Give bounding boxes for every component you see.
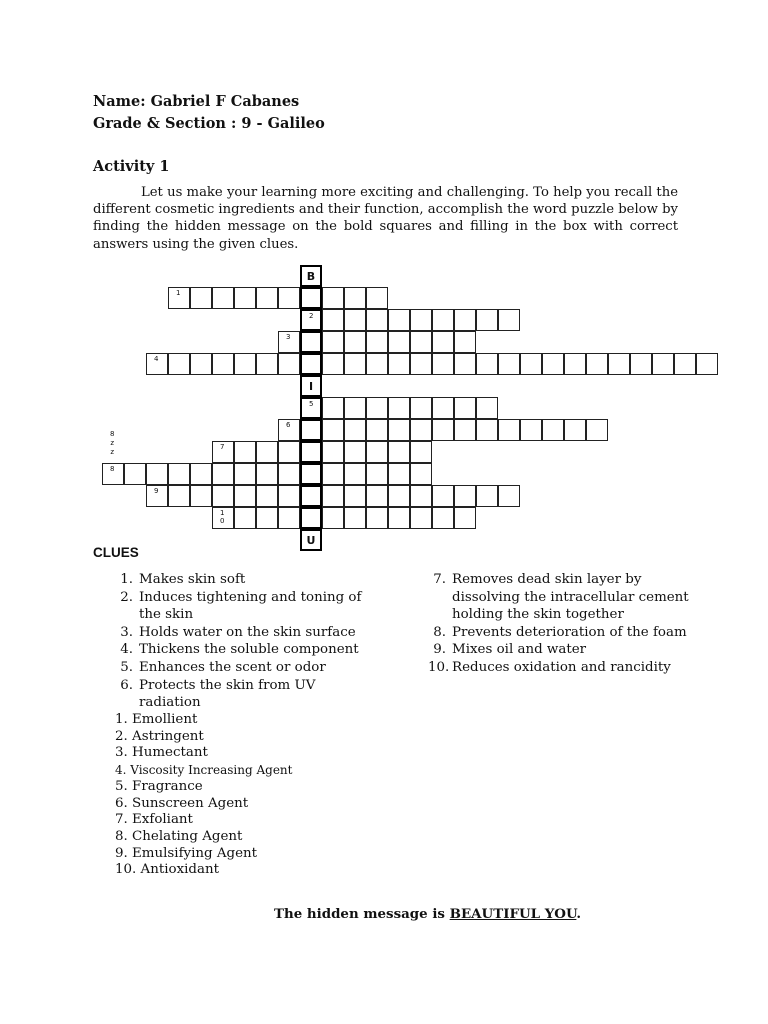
stray-mark: 8 z z: [110, 430, 115, 456]
puzzle-cell[interactable]: [344, 485, 366, 507]
puzzle-cell[interactable]: [432, 507, 454, 529]
puzzle-cell[interactable]: [344, 397, 366, 419]
puzzle-cell[interactable]: [278, 463, 300, 485]
activity-title: Activity 1: [93, 158, 170, 175]
puzzle-cell[interactable]: [190, 485, 212, 507]
puzzle-cell[interactable]: [388, 485, 410, 507]
puzzle-cell[interactable]: [102, 463, 124, 485]
puzzle-cell[interactable]: [476, 353, 498, 375]
puzzle-cell[interactable]: [212, 463, 234, 485]
key-cell[interactable]: [300, 331, 322, 353]
puzzle-cell[interactable]: [256, 441, 278, 463]
puzzle-cell[interactable]: [344, 287, 366, 309]
answer-item: 10. Antioxidant: [115, 862, 219, 878]
puzzle-cell[interactable]: [168, 353, 190, 375]
puzzle-cell[interactable]: [278, 353, 300, 375]
clue-number: 1: [176, 289, 181, 297]
puzzle-cell[interactable]: [432, 331, 454, 353]
clues-heading: CLUES: [93, 545, 139, 560]
instructions-paragraph: Let us make your learning more exciting and challenging. To help you recall the different cosmetic ingredients and their function, accomplish the word puzzle below by finding the hidden message on the bold squares and filling in the box with correct answers using the given clues.: [93, 185, 678, 252]
puzzle-cell[interactable]: [366, 287, 388, 309]
puzzle-cell[interactable]: [564, 419, 586, 441]
puzzle-cell[interactable]: [234, 287, 256, 309]
clue-item: 8. Prevents deterioration of the foam: [433, 624, 687, 640]
clue-number: 5: [309, 400, 314, 408]
puzzle-cell[interactable]: [388, 309, 410, 331]
puzzle-cell[interactable]: [322, 287, 344, 309]
puzzle-cell[interactable]: [344, 419, 366, 441]
puzzle-cell[interactable]: [190, 287, 212, 309]
hidden-message-answer: BEAUTIFUL YOU: [449, 906, 577, 922]
puzzle-cell[interactable]: [146, 463, 168, 485]
puzzle-cell[interactable]: [432, 353, 454, 375]
puzzle-cell[interactable]: [410, 441, 432, 463]
puzzle-cell[interactable]: [234, 463, 256, 485]
puzzle-cell[interactable]: [520, 353, 542, 375]
puzzle-cell[interactable]: [190, 353, 212, 375]
clue-item: 4. Thickens the soluble component: [120, 642, 359, 658]
puzzle-cell[interactable]: [498, 419, 520, 441]
puzzle-cell[interactable]: [168, 287, 190, 309]
puzzle-cell[interactable]: [410, 397, 432, 419]
puzzle-cell[interactable]: [256, 287, 278, 309]
answers-list: [115, 712, 292, 879]
key-cell[interactable]: [300, 353, 322, 375]
puzzle-cell[interactable]: [278, 441, 300, 463]
answer-item: 6. Sunscreen Agent: [115, 795, 249, 811]
key-cell[interactable]: [300, 419, 322, 441]
puzzle-cell[interactable]: [696, 353, 718, 375]
puzzle-cell[interactable]: [410, 353, 432, 375]
puzzle-cell[interactable]: [542, 419, 564, 441]
puzzle-cell[interactable]: [410, 507, 432, 529]
puzzle-cell[interactable]: [322, 419, 344, 441]
key-cell[interactable]: [300, 507, 322, 529]
puzzle-cell[interactable]: [234, 507, 256, 529]
puzzle-cell[interactable]: [366, 397, 388, 419]
puzzle-cell[interactable]: [564, 353, 586, 375]
clue-item: 9. Mixes oil and water: [433, 642, 587, 658]
clue-number: 2: [309, 312, 314, 320]
answer-item: 3. Humectant: [115, 745, 208, 761]
puzzle-cell[interactable]: [388, 507, 410, 529]
puzzle-cell[interactable]: [322, 309, 344, 331]
clue-item: 1. Makes skin soft: [120, 572, 246, 587]
puzzle-cell[interactable]: [388, 463, 410, 485]
puzzle-cell[interactable]: [366, 331, 388, 353]
puzzle-cell[interactable]: [322, 353, 344, 375]
puzzle-cell[interactable]: [410, 463, 432, 485]
answer-item: 8. Chelating Agent: [115, 828, 243, 844]
key-cell[interactable]: [300, 397, 322, 419]
puzzle-cell[interactable]: [190, 463, 212, 485]
clue-item: 10. Reduces oxidation and rancidity: [428, 659, 671, 675]
clue-number: 9: [154, 487, 159, 495]
clue-item: 2. Induces tightening and toning of the skin: [120, 589, 362, 623]
puzzle-cell[interactable]: [344, 441, 366, 463]
puzzle-cell[interactable]: [322, 331, 344, 353]
puzzle-cell[interactable]: [212, 485, 234, 507]
clue-number: 8: [110, 465, 115, 473]
puzzle-cell[interactable]: [454, 397, 476, 419]
puzzle-cell[interactable]: [520, 419, 542, 441]
key-cell[interactable]: [300, 309, 322, 331]
puzzle-cell[interactable]: [212, 507, 234, 529]
hidden-message-suffix: .: [576, 906, 582, 922]
puzzle-cell[interactable]: [410, 419, 432, 441]
clue-item: 6. Protects the skin from UV radiation: [120, 677, 316, 711]
puzzle-cell[interactable]: [344, 353, 366, 375]
puzzle-cell[interactable]: [278, 419, 300, 441]
answer-item: 4. Viscosity Increasing Agent: [115, 763, 293, 778]
clues-list-right: [428, 571, 694, 677]
puzzle-cell[interactable]: [410, 485, 432, 507]
puzzle-cell[interactable]: [388, 353, 410, 375]
puzzle-cell[interactable]: [432, 485, 454, 507]
puzzle-cell[interactable]: [586, 353, 608, 375]
puzzle-cell[interactable]: [410, 309, 432, 331]
clue-number: 4: [154, 355, 159, 363]
key-cell[interactable]: [300, 441, 322, 463]
puzzle-cell[interactable]: [256, 485, 278, 507]
puzzle-cell[interactable]: [454, 331, 476, 353]
key-cell[interactable]: [300, 265, 322, 287]
clue-item: 5. Enhances the scent or odor: [120, 659, 326, 675]
puzzle-cell[interactable]: [388, 419, 410, 441]
puzzle-cell[interactable]: [322, 485, 344, 507]
puzzle-cell[interactable]: [278, 485, 300, 507]
puzzle-cell[interactable]: [432, 397, 454, 419]
puzzle-cell[interactable]: [388, 397, 410, 419]
key-cell[interactable]: [300, 529, 322, 551]
puzzle-cell[interactable]: [212, 287, 234, 309]
clue-number: 6: [286, 421, 291, 429]
puzzle-cell[interactable]: [366, 485, 388, 507]
answer-item: 1. Emollient: [115, 712, 198, 727]
puzzle-cell[interactable]: [410, 331, 432, 353]
puzzle-cell[interactable]: [146, 353, 168, 375]
clues-list-left: [115, 571, 377, 712]
key-letter: U: [306, 533, 316, 547]
puzzle-cell[interactable]: [630, 353, 652, 375]
puzzle-cell[interactable]: [256, 507, 278, 529]
puzzle-cell[interactable]: [476, 485, 498, 507]
puzzle-cell[interactable]: [586, 419, 608, 441]
puzzle-cell[interactable]: [344, 309, 366, 331]
puzzle-cell[interactable]: [498, 485, 520, 507]
key-letter: I: [308, 379, 314, 393]
puzzle-cell[interactable]: [344, 463, 366, 485]
puzzle-cell[interactable]: [454, 309, 476, 331]
puzzle-cell[interactable]: [608, 353, 630, 375]
puzzle-cell[interactable]: [476, 309, 498, 331]
answer-item: 9. Emulsifying Agent: [115, 845, 257, 861]
puzzle-cell[interactable]: [454, 485, 476, 507]
puzzle-cell[interactable]: [278, 331, 300, 353]
answer-item: 2. Astringent: [115, 728, 204, 744]
puzzle-cell[interactable]: [212, 441, 234, 463]
clue-number: 3: [286, 333, 291, 341]
puzzle-cell[interactable]: [498, 309, 520, 331]
puzzle-cell[interactable]: [234, 441, 256, 463]
answer-item: 7. Exfoliant: [115, 812, 193, 828]
puzzle-cell[interactable]: [146, 485, 168, 507]
puzzle-cell[interactable]: [322, 507, 344, 529]
puzzle-cell[interactable]: [652, 353, 674, 375]
key-cell[interactable]: [300, 287, 322, 309]
puzzle-cell[interactable]: [366, 419, 388, 441]
puzzle-cell[interactable]: [476, 397, 498, 419]
puzzle-cell[interactable]: [476, 419, 498, 441]
puzzle-cell[interactable]: [454, 419, 476, 441]
student-name: Name: Gabriel F Cabanes: [93, 93, 300, 110]
clue-item: 3. Holds water on the skin surface: [120, 624, 356, 640]
puzzle-cell[interactable]: [366, 353, 388, 375]
puzzle-cell[interactable]: [454, 507, 476, 529]
clue-number: 1 0: [220, 509, 225, 525]
puzzle-cell[interactable]: [234, 485, 256, 507]
puzzle-cell[interactable]: [366, 463, 388, 485]
puzzle-cell[interactable]: [322, 441, 344, 463]
puzzle-cell[interactable]: [366, 507, 388, 529]
puzzle-cell[interactable]: [432, 419, 454, 441]
puzzle-cell[interactable]: [278, 507, 300, 529]
hidden-message-prefix: The hidden message is: [274, 906, 445, 922]
clue-item: 7. Removes dead skin layer by dissolving the intracellular cement holding the skin together: [433, 572, 689, 623]
key-cell[interactable]: [300, 463, 322, 485]
puzzle-cell[interactable]: [278, 287, 300, 309]
puzzle-cell[interactable]: [344, 507, 366, 529]
puzzle-cell[interactable]: [256, 463, 278, 485]
puzzle-cell[interactable]: [168, 463, 190, 485]
puzzle-cell[interactable]: [212, 353, 234, 375]
answer-item: 5. Fragrance: [115, 778, 203, 794]
puzzle-cell[interactable]: [498, 353, 520, 375]
puzzle-cell[interactable]: [168, 485, 190, 507]
puzzle-cell[interactable]: [454, 353, 476, 375]
puzzle-cell[interactable]: [388, 441, 410, 463]
puzzle-cell[interactable]: [322, 463, 344, 485]
puzzle-cell[interactable]: [432, 309, 454, 331]
clue-number: 7: [220, 443, 225, 451]
hidden-message: [274, 906, 581, 922]
puzzle-cell[interactable]: [542, 353, 564, 375]
puzzle-cell[interactable]: [388, 331, 410, 353]
puzzle-cell[interactable]: [674, 353, 696, 375]
puzzle-cell[interactable]: [366, 309, 388, 331]
key-letter: B: [306, 269, 316, 283]
puzzle-cell[interactable]: [124, 463, 146, 485]
puzzle-cell[interactable]: [344, 331, 366, 353]
puzzle-cell[interactable]: [234, 353, 256, 375]
puzzle-cell[interactable]: [256, 353, 278, 375]
key-cell[interactable]: [300, 375, 322, 397]
puzzle-cell[interactable]: [366, 441, 388, 463]
puzzle-cell[interactable]: [322, 397, 344, 419]
key-cell[interactable]: [300, 485, 322, 507]
grade-section: Grade & Section : 9 - Galileo: [93, 115, 325, 132]
